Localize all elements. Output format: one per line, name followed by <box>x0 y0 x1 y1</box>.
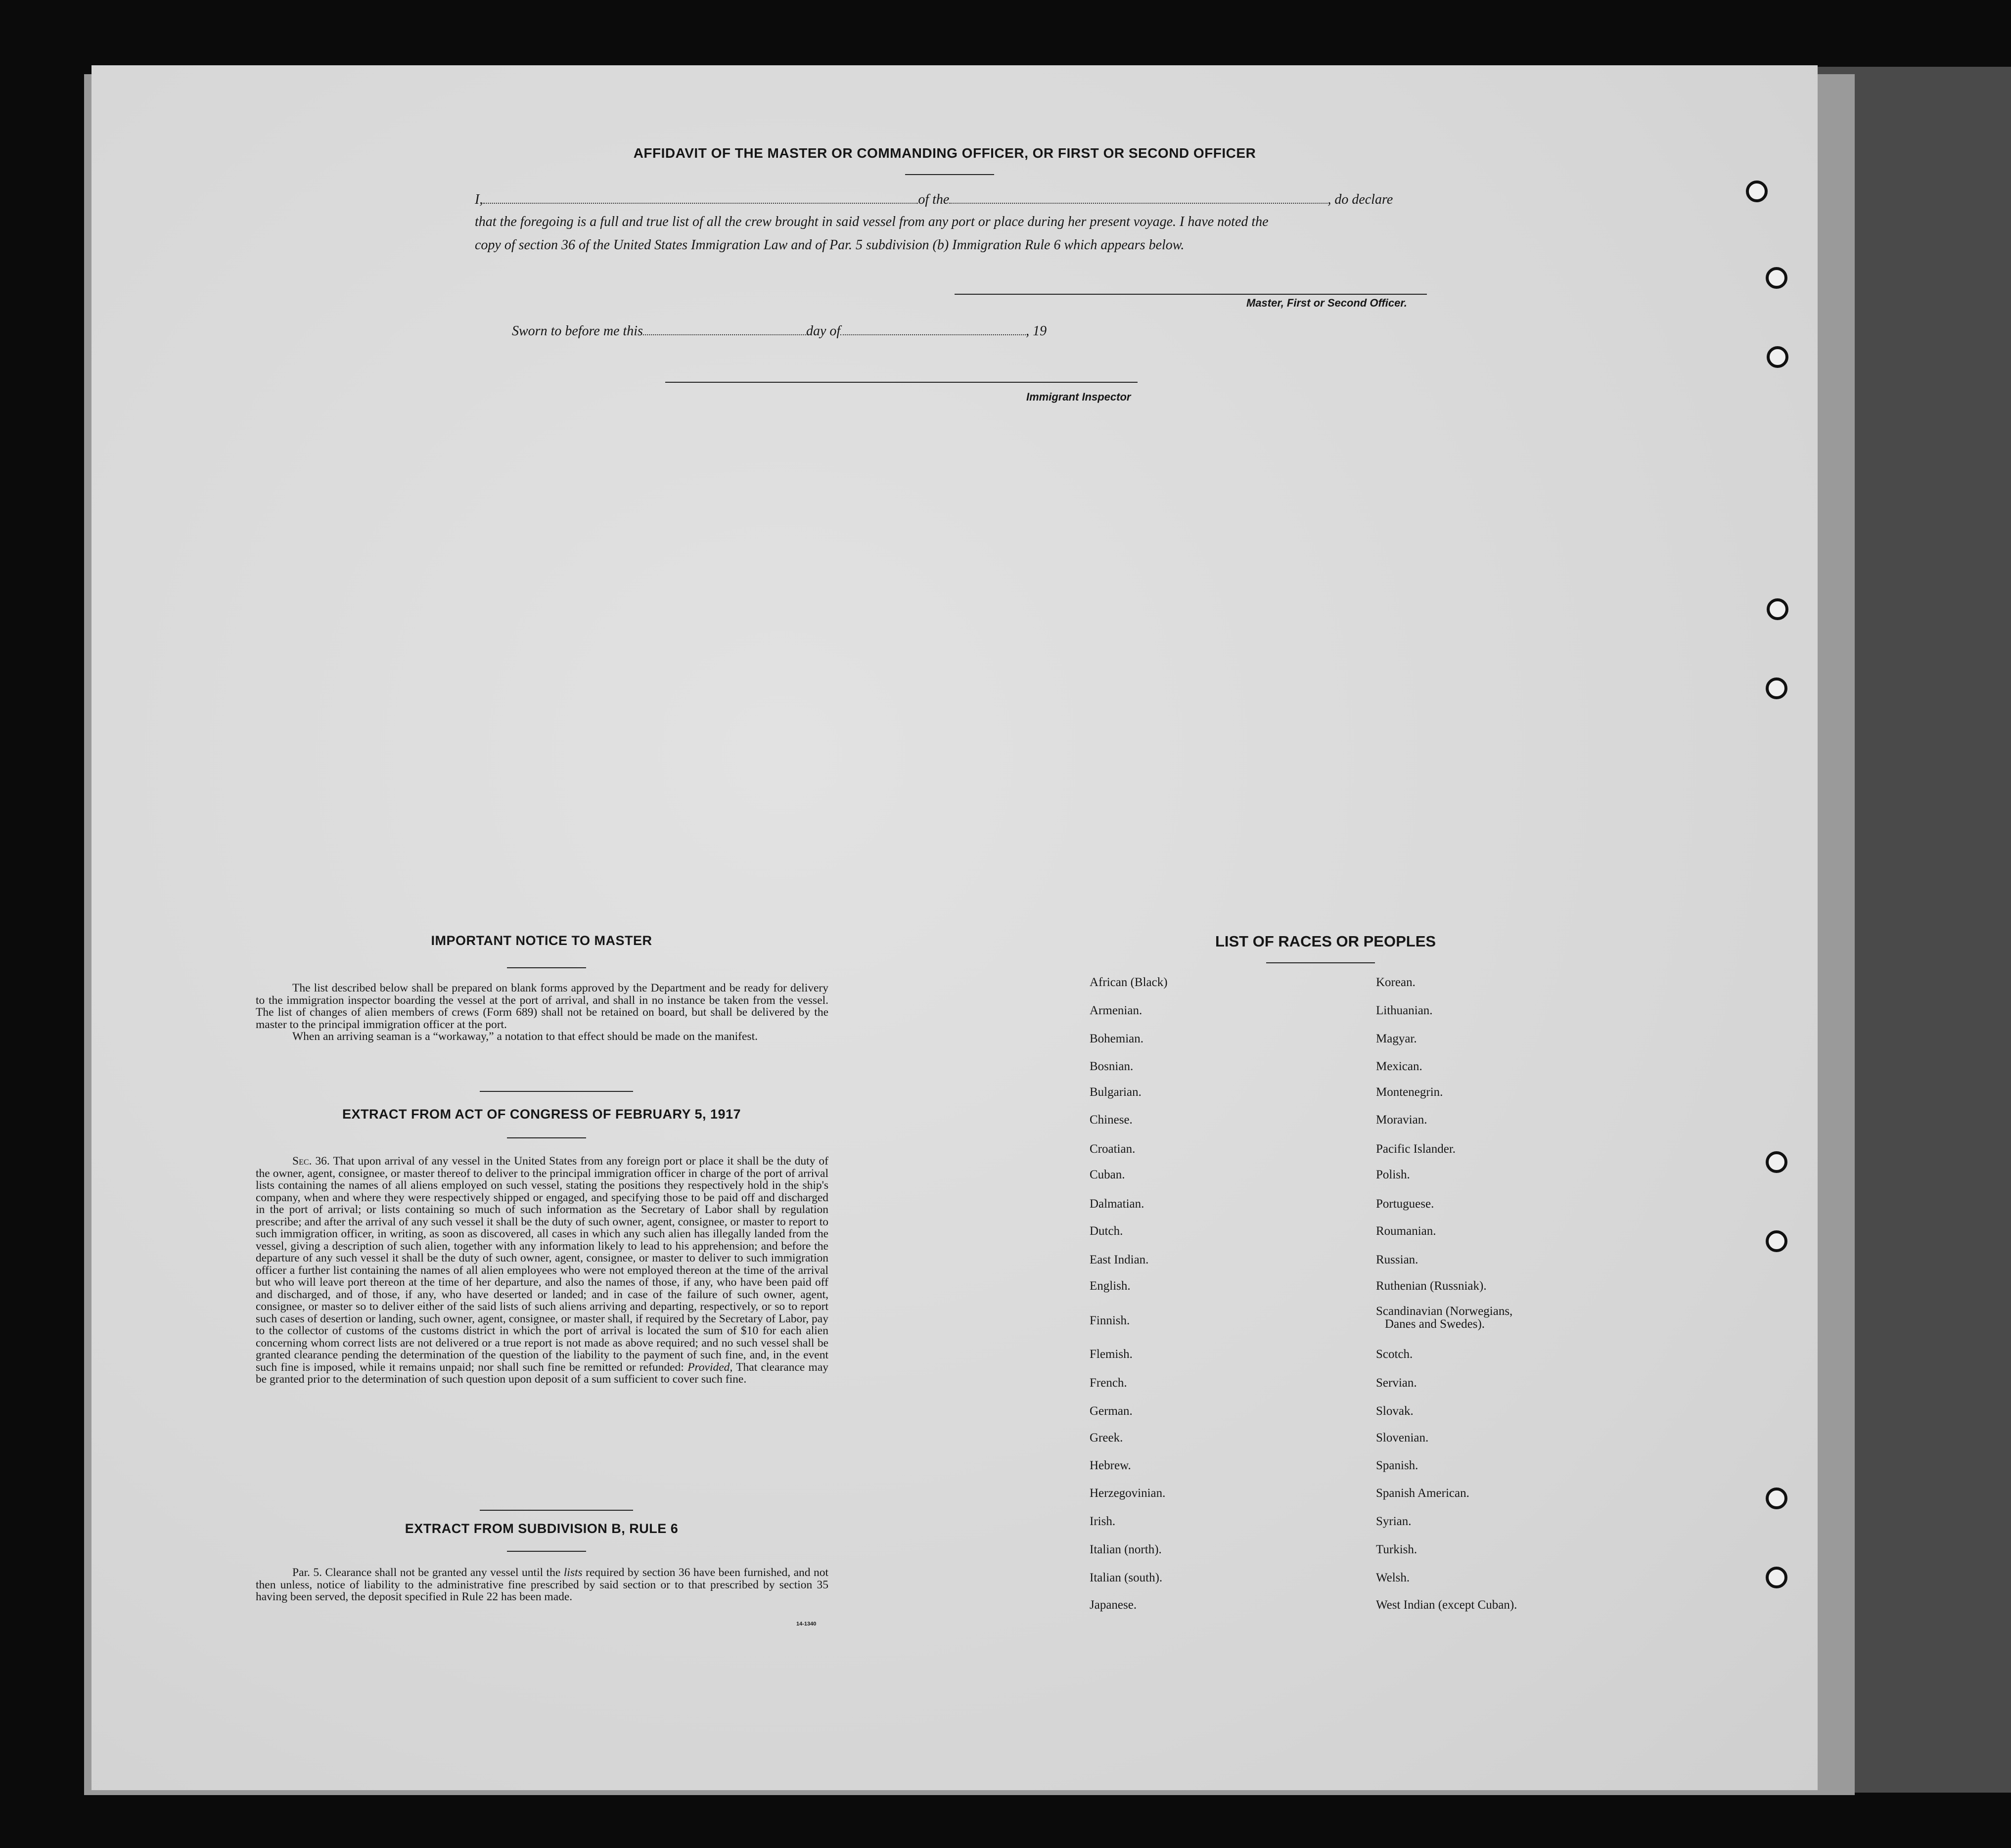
punch-hole <box>1766 1151 1787 1173</box>
race-item: Flemish. <box>1090 1348 1133 1361</box>
act-extract-text <box>256 1155 828 1386</box>
inspector-signature-label: Immigrant Inspector <box>1026 391 1131 403</box>
affidavit-of-the-label: of the <box>918 192 950 207</box>
officer-signature-label: Master, First or Second Officer. <box>1246 297 1407 309</box>
lists-word: lists <box>563 1566 583 1579</box>
race-item: Dalmatian. <box>1090 1197 1144 1211</box>
race-item: East Indian. <box>1090 1253 1149 1266</box>
rule-text-b: required by section 36 have been furnished, and not then unless, notice of liability to the administrative fine prescribed by said section or to that prescribed by section 35 having been served, the deposit specified in Rule 22 has been made. <box>256 1566 829 1603</box>
sworn-day-blank[interactable] <box>643 324 806 335</box>
provided-word: Provided, <box>687 1360 733 1374</box>
affidavit-line-3: copy of section 36 of the United States Immigration Law and of Par. 5 subdivision (b) Immigration Rule 6 which appears below. <box>475 237 1185 253</box>
officer-signature-line[interactable] <box>955 294 1427 295</box>
punch-hole <box>1746 180 1768 202</box>
race-item: Ruthenian (Russniak). <box>1376 1279 1487 1293</box>
race-item: Armenian. <box>1090 1004 1143 1017</box>
race-item: Hebrew. <box>1090 1459 1131 1472</box>
affidavit-line-1 <box>475 192 1427 208</box>
race-item: Bohemian. <box>1090 1032 1144 1045</box>
rule-text-a: Par. 5. Clearance shall not be granted any vessel until the <box>292 1566 561 1579</box>
race-item: Magyar. <box>1376 1032 1417 1045</box>
race-item: Irish. <box>1090 1515 1116 1528</box>
act-section-36-text: That upon arrival of any vessel in the United States from any foreign port or place it shall be the duty of the owner, agent, consignee, or master thereof to deliver to the principal immigration officer in charge of the port of arrival lists containing the names of all aliens employed on such vessel, stating the positions they respectively hold in the ship's company, when and where they were respectively shipped or engaged, and specifying those to be paid off and discharged in the port of arrival; or lists containing so much of such information as the Secretary of Labor shall by regulation prescribe; and after the arrival of any such vessel it shall be the duty of such owner, agent, consignee, or master to report to such immigration officer, in writing, as soon as discovered, all cases in which any such alien has illegally landed from the vessel, giving a description of such alien, together with any information likely to lead to his apprehension; and before the departure of any such vessel it shall be the duty of such owner, agent, consignee, or master to deliver to such immigration officer a further list containing the names of all alien employees who were not employed thereon at the time of the arrival but who will leave port thereon at the time of her departure, and also the names of those, if any, who have been paid off and discharged, and of those, if any, who have deserted or landed; and in case of the failure of such owner, agent, consignee, or master so to deliver either of the said lists of such aliens arriving and departing, respectively, or so to report such cases of desertion or landing, such owner, agent, consignee, or master shall, if required by the Secretary of Labor, pay to the collector of customs of the customs district in which the port of arrival is located the sum of $10 for each alien concerning whom correct lists are not delivered or a true report is not made as above required; and no such vessel shall be granted clearance pending the determination of the question of the liability to the payment of such fine, and, in the event such fine is imposed, while it remains unpaid; nor shall such fine be remitted or refunded: <box>256 1155 828 1374</box>
race-item: Croatian. <box>1090 1142 1136 1156</box>
race-item: Roumanian. <box>1376 1224 1436 1238</box>
affidavit-i-label: I, <box>475 192 483 207</box>
race-item: Lithuanian. <box>1376 1004 1433 1017</box>
race-item: Slovak. <box>1376 1404 1414 1418</box>
race-item: Dutch. <box>1090 1224 1123 1238</box>
race-item: French. <box>1090 1376 1127 1390</box>
race-item: Chinese. <box>1090 1113 1133 1127</box>
title-underline <box>905 174 994 175</box>
race-item: Scotch. <box>1376 1348 1413 1361</box>
act-section-36-text-end: That clearance may be granted prior to the determination of such question upon deposit of a sum sufficient to cover such fine. <box>256 1360 828 1386</box>
race-item: Spanish. <box>1376 1459 1418 1472</box>
race-item: Korean. <box>1376 976 1416 989</box>
rule-extract-underline <box>507 1551 586 1552</box>
form-number: 14-1340 <box>796 1621 817 1627</box>
punch-hole <box>1766 1487 1787 1509</box>
punch-hole <box>1766 267 1787 289</box>
races-underline <box>1266 962 1375 963</box>
race-item-continuation: Danes and Swedes). <box>1385 1317 1485 1331</box>
race-item: Scandinavian (Norwegians, <box>1376 1305 1513 1318</box>
races-title: LIST OF RACES OR PEOPLES <box>1215 933 1436 950</box>
sworn-line <box>512 323 1464 339</box>
punch-hole <box>1766 677 1787 699</box>
race-item: Slovenian. <box>1376 1431 1429 1444</box>
notice-paragraph-2: When an arriving seaman is a “workaway,” a notation to that effect should be made on the manifest. <box>292 1030 758 1043</box>
race-item: Turkish. <box>1376 1543 1417 1556</box>
race-item: Montenegrin. <box>1376 1085 1443 1099</box>
vessel-blank[interactable] <box>949 193 1327 204</box>
year-label: , 19 <box>1026 323 1047 339</box>
act-extract-underline <box>507 1137 586 1138</box>
race-item: Bulgarian. <box>1090 1085 1142 1099</box>
race-item: Japanese. <box>1090 1598 1137 1612</box>
affidavit-title: AFFIDAVIT OF THE MASTER OR COMMANDING OFFICER, OR FIRST OR SECOND OFFICER <box>633 145 1256 161</box>
race-item: Moravian. <box>1376 1113 1427 1127</box>
section-divider <box>480 1510 633 1511</box>
punch-hole <box>1766 1567 1787 1588</box>
race-item: Pacific Islander. <box>1376 1142 1456 1156</box>
race-item: Portuguese. <box>1376 1197 1434 1211</box>
race-item: Cuban. <box>1090 1168 1125 1181</box>
race-item: Servian. <box>1376 1376 1417 1390</box>
race-item: English. <box>1090 1279 1131 1293</box>
affidavit-declare-label: , do declare <box>1327 192 1393 207</box>
sworn-month-blank[interactable] <box>840 324 1026 335</box>
punch-hole <box>1767 598 1788 620</box>
notice-paragraph-1: The list described below shall be prepared on blank forms approved by the Department and be ready for delivery to the immigration inspector boarding the vessel at the port of arrival, and shall in no instance be taken from the vessel. The list of changes of alien members of crews (Form 689) shall not be retained on board, but shall be delivered by the master to the principal immigration officer at the port. <box>256 982 828 1031</box>
act-extract-title: EXTRACT FROM ACT OF CONGRESS OF FEBRUARY 5, 1917 <box>342 1107 741 1122</box>
race-item: Greek. <box>1090 1431 1123 1444</box>
race-item: Polish. <box>1376 1168 1410 1181</box>
race-item: Finnish. <box>1090 1314 1130 1327</box>
race-item: Syrian. <box>1376 1515 1412 1528</box>
day-of-label: day of <box>806 323 841 339</box>
notice-underline <box>507 967 586 968</box>
race-item: Russian. <box>1376 1253 1418 1266</box>
race-item: Bosnian. <box>1090 1060 1134 1073</box>
rule-extract-text <box>256 1567 828 1603</box>
sworn-label: Sworn to before me this <box>512 323 643 339</box>
race-item: African (Black) <box>1090 976 1168 989</box>
race-item: German. <box>1090 1404 1133 1418</box>
name-blank[interactable] <box>483 193 918 204</box>
notice-text <box>256 982 828 1043</box>
race-item: Italian (north). <box>1090 1543 1162 1556</box>
race-item: Welsh. <box>1376 1571 1410 1584</box>
race-item: West Indian (except Cuban). <box>1376 1598 1517 1612</box>
section-divider <box>480 1091 633 1092</box>
race-item: Herzegovinian. <box>1090 1487 1166 1500</box>
race-item: Mexican. <box>1376 1060 1422 1073</box>
section-label: Sec. 36. <box>292 1155 330 1168</box>
punch-hole <box>1767 346 1788 368</box>
inspector-signature-line[interactable] <box>665 382 1138 383</box>
punch-hole <box>1766 1230 1787 1252</box>
rule-extract-title: EXTRACT FROM SUBDIVISION B, RULE 6 <box>405 1521 679 1536</box>
notice-title: IMPORTANT NOTICE TO MASTER <box>431 933 652 948</box>
affidavit-line-2: that the foregoing is a full and true list of all the crew brought in said vessel from any port or place during her present voyage. I have noted the <box>475 214 1269 229</box>
race-item: Spanish American. <box>1376 1487 1469 1500</box>
race-item: Italian (south). <box>1090 1571 1163 1584</box>
